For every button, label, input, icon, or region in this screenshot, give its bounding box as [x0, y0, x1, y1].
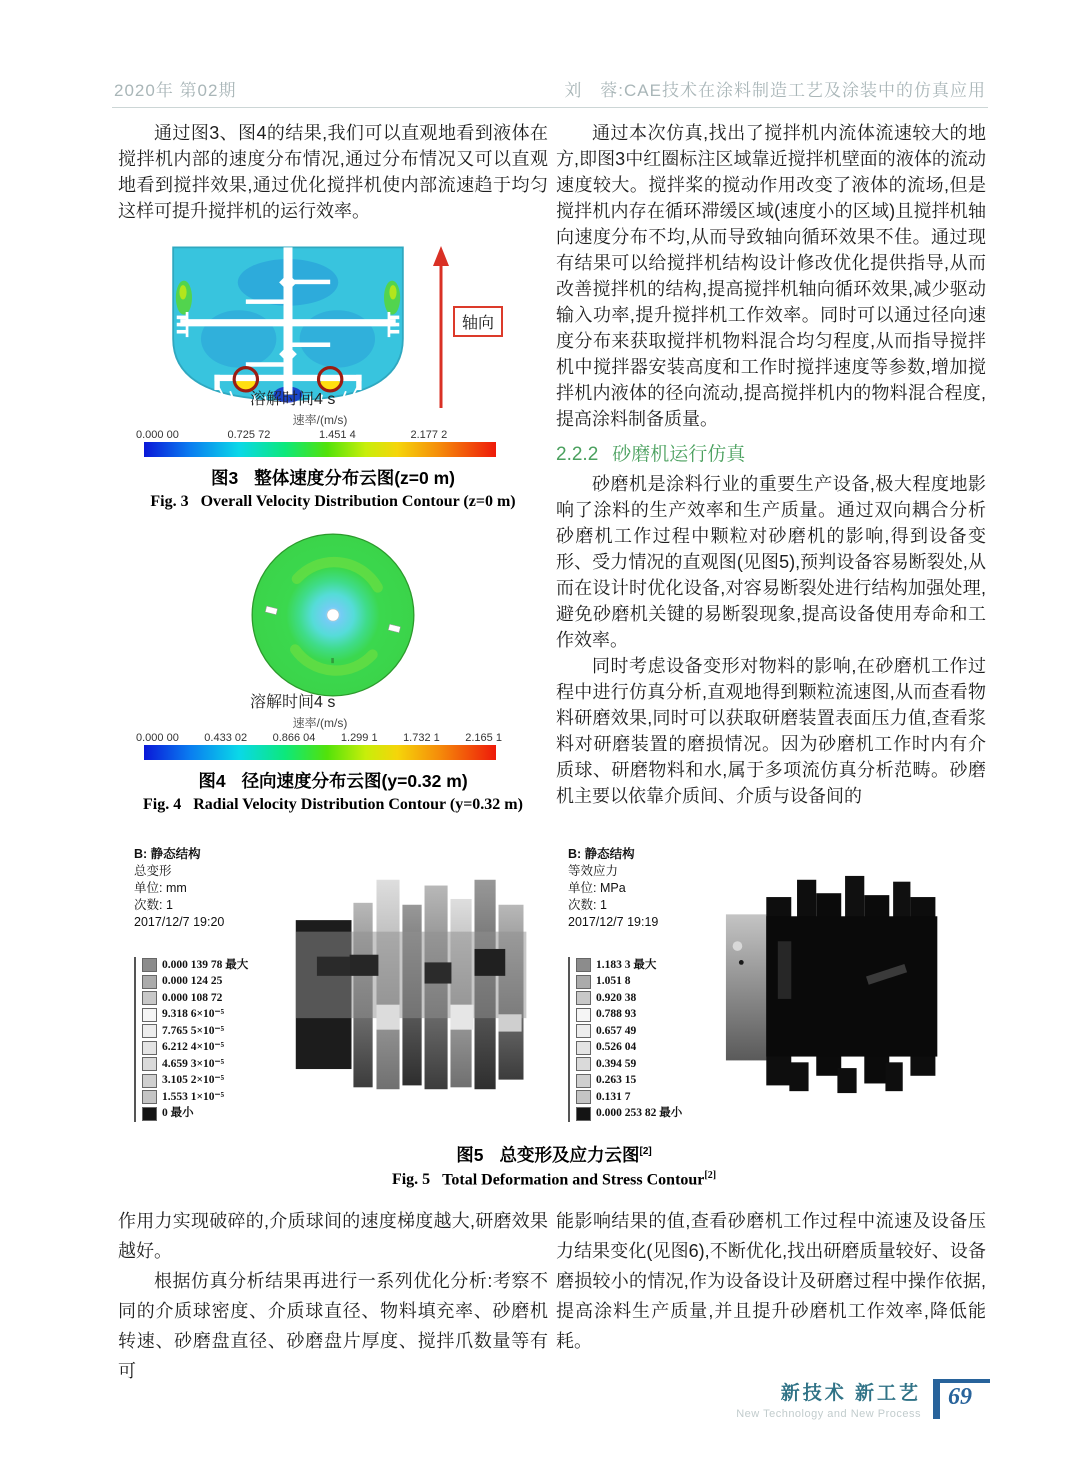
fig4-colorbar: [144, 745, 496, 760]
fig4-colorbar-ticks: [136, 732, 502, 744]
axial-label: 轴向: [453, 306, 503, 337]
page-number-box: [933, 1379, 990, 1419]
tick: 1.451 4: [319, 429, 356, 441]
scale-value: 0.657 49: [596, 1024, 637, 1037]
legend-line: B: 静态结构: [134, 847, 201, 861]
scale-chip: [142, 1090, 157, 1104]
paragraph: 根据仿真分析结果再进行一系列优化分析:考察不同的介质球密度、介质球直径、物料填充率、砂磨机转速、砂磨盘直径、砂磨盘片厚度、搅拌爪数量等有可: [118, 1271, 548, 1381]
tick: 0.725 72: [227, 429, 271, 441]
scale-value: 0.526 04: [596, 1041, 637, 1054]
paragraph: 作用力实现破碎的,介质球间的速度梯度越大,研磨效果越好。: [118, 1211, 548, 1261]
fig5-label-zh: 图5: [456, 1145, 484, 1165]
left-column: [118, 120, 548, 814]
scale-chip: [576, 1057, 591, 1071]
fig5-caption-zh-text: 总变形及应力云图: [499, 1145, 640, 1165]
radial-velocity-disk-image: [247, 529, 419, 701]
fig4-caption-en-text: Radial Velocity Distribution Contour (y=0.32 m): [193, 796, 523, 813]
fig3-time-label: 溶解时间4 s: [250, 391, 336, 408]
fig3-colorbar: [144, 442, 496, 457]
fig4-caption-zh-text: 径向速度分布云图(y=0.32 m): [241, 771, 468, 791]
tick: 1.732 1: [403, 732, 440, 744]
fig3-label-en: Fig. 3: [150, 493, 189, 510]
fig5-caption-en-text: Total Deformation and Stress Contour: [442, 1171, 705, 1189]
scale-value: 0.131 7: [596, 1090, 631, 1103]
scale-value: 1.051 8: [596, 975, 631, 988]
scale-chip: [576, 958, 591, 972]
scale-chip: [576, 1024, 591, 1038]
section-number: 2.2.2: [556, 444, 599, 465]
fig5-citation-zh: [2]: [639, 1146, 652, 1158]
tick: 0.000 00: [136, 429, 179, 441]
tick: 2.177 2: [410, 429, 448, 441]
fig3-caption-zh-text: 整体速度分布云图(z=0 m): [254, 468, 455, 488]
scale-chip: [576, 991, 591, 1005]
fig5-citation-en: [2]: [704, 1170, 717, 1181]
scale-chip: [142, 991, 157, 1005]
legend-line: B: 静态结构: [568, 847, 635, 861]
fig4-label-en: Fig. 4: [143, 796, 182, 813]
fig3-caption-zh: [118, 465, 548, 490]
paragraph: 同时考虑设备变形对物料的影响,在砂磨机工作过程中进行仿真分析,直观地得到颗粒流速图,从而查看物料研磨效果,同时可以获取研磨装置表面压力值,查看浆料对研磨装置的磨损情况。因为砂磨机工作时内有介质球、研磨物料和水,属于多项流仿真分析范畴。砂磨机主要以依靠介质间、介质与设备间的: [556, 656, 986, 806]
fig5-right-legend: [568, 846, 722, 1122]
scale-chip: [142, 1008, 157, 1022]
issue-label: 2020年 第02期: [114, 81, 237, 100]
right-column: [556, 120, 986, 809]
bottom-left-column: [118, 1206, 548, 1386]
scale-value: 4.659 3×10⁻⁵: [162, 1057, 225, 1070]
tick: 0.433 02: [204, 732, 248, 744]
fig5-caption: [134, 1142, 974, 1189]
fig3-caption-en-text: Overall Velocity Distribution Contour (z=0 m): [200, 493, 516, 510]
fig4-colorbar-title: 速率/(m/s): [292, 716, 348, 730]
figure-4: [118, 529, 548, 814]
section-heading-2-2-2: [556, 439, 986, 466]
fig5-left-scale: [134, 957, 288, 1122]
running-title: 刘 蓉:CAE技术在涂料制造工艺及涂装中的仿真应用: [564, 81, 986, 100]
fig4-caption-en: [118, 796, 548, 814]
scale-value: 0.000 124 25: [162, 975, 223, 988]
fig5-stress-panel: [568, 846, 974, 1122]
page-footer: [736, 1378, 990, 1420]
scale-value: 0.920 38: [596, 991, 637, 1004]
scale-value: 0.394 59: [596, 1057, 637, 1070]
fig3-colorbar-title: 速率/(m/s): [292, 413, 348, 427]
scale-value: 0.000 139 78 最大: [162, 958, 249, 971]
legend-line: 2017/12/7 19:19: [568, 915, 659, 929]
scale-value: 0.788 93: [596, 1008, 637, 1021]
fig5-label-en: Fig. 5: [391, 1171, 431, 1189]
axial-annotation: [427, 242, 513, 410]
fig5-caption-zh: [134, 1142, 974, 1167]
scale-chip: [142, 958, 157, 972]
paragraph: 能影响结果的值,查看砂磨机工作过程中流速及设备压力结果变化(见图6),不断优化,找出研磨质量较好、设备磨损较小的情况,作为设备设计及研磨过程中操作依据,提高涂料生产质量,并且提升砂磨机工作效率,降低能耗。: [556, 1211, 986, 1351]
scale-value: 1.553 1×10⁻⁵: [162, 1090, 225, 1103]
page-header: [114, 76, 986, 101]
fig3-label-zh: 图3: [210, 468, 239, 488]
scale-value: 9.318 6×10⁻⁵: [162, 1008, 225, 1021]
scale-chip: [576, 975, 591, 989]
journal-name-zh: 新技术 新工艺: [780, 1383, 921, 1404]
fig5-caption-en: [134, 1170, 974, 1189]
scale-chip: [576, 1090, 591, 1104]
fig3-caption-en: [118, 493, 548, 511]
tick: 0.866 04: [272, 732, 316, 744]
scale-chip: [576, 1074, 591, 1088]
paragraph: 砂磨机是涂料行业的重要生产设备,极大程度地影响了涂料的生产效率和生产质量。通过双向耦合分析砂磨机工作过程中颗粒对砂磨机的影响,得到设备变形、受力情况的直观图(见图5),预判设备容易断裂处,从而在设计时优化设备,对容易断裂处进行结构加强处理,避免砂磨机关键的易断裂现象,提高设备使用寿命和工作效率。: [556, 474, 986, 650]
scale-value: 6.212 4×10⁻⁵: [162, 1041, 225, 1054]
legend-line: 总变形: [134, 864, 172, 878]
fig5-row: [134, 846, 974, 1122]
scale-value: 7.765 5×10⁻⁵: [162, 1024, 225, 1037]
bottom-right-column: [556, 1206, 986, 1356]
legend-line: 次数: 1: [134, 898, 173, 912]
stress-contour-image: [722, 874, 972, 1095]
scale-chip: [142, 1074, 157, 1088]
figure-5: [134, 846, 974, 1189]
header-rule: [112, 107, 988, 108]
fig4-time-label: 溶解时间4 s: [250, 694, 336, 711]
scale-chip: [576, 1107, 591, 1121]
scale-chip: [142, 1107, 157, 1121]
scale-value: 0.000 108 72: [162, 991, 223, 1004]
paragraph: 通过本次仿真,找出了搅拌机内流体流速较大的地方,即图3中红圈标注区域靠近搅拌机壁面的液体的流动速度较大。搅拌桨的搅动作用改变了液体的流场,但是搅拌机内存在循环滞缓区域(速度小的区域)且搅拌机轴向速度分布不均,从而导致轴向循环效果不佳。通过现有结果可以给搅拌机结构设计修改优化提供指导,从而改善搅拌机的结构,提高搅拌机轴向循环效果,减少驱动输入功率,提升搅拌机工作效率。同时可以通过径向速度分布来获取搅拌机物料混合均匀程度,从而指导搅拌机中搅拌器安装高度和工作时搅拌速度等参数,增加搅拌机内液体的径向流动,提高搅拌机内的物料混合程度,提高涂料制备质量。: [556, 123, 986, 429]
legend-line: 2017/12/7 19:20: [134, 915, 225, 929]
fig5-left-legend: [134, 846, 288, 1122]
section-title: 砂磨机运行仿真: [612, 444, 746, 465]
scale-chip: [142, 975, 157, 989]
fig4-caption-zh: [118, 768, 548, 793]
journal-name-en: New Technology and New Process: [736, 1408, 921, 1420]
tick: 2.165 1: [465, 732, 502, 744]
scale-chip: [142, 1041, 157, 1055]
deformation-contour-image: [288, 874, 538, 1095]
fig4-visual: [118, 529, 548, 701]
journal-name: [736, 1378, 921, 1420]
legend-line: 次数: 1: [568, 898, 607, 912]
tick: 0.000 00: [136, 732, 179, 744]
fig5-right-scale: [568, 957, 722, 1122]
figure-3: [118, 242, 548, 511]
scale-chip: [142, 1024, 157, 1038]
fig3-colorbar-ticks: [136, 429, 502, 441]
fig5-deformation-panel: [134, 846, 540, 1122]
legend-line: 单位: MPa: [568, 881, 626, 895]
scale-value: 0.263 15: [596, 1074, 637, 1087]
tick: 1.299 1: [340, 732, 378, 744]
scale-value: 0 最小: [162, 1107, 194, 1120]
fig3-visual: [118, 242, 548, 410]
legend-line: 等效应力: [568, 864, 619, 878]
scale-chip: [576, 1041, 591, 1055]
fig4-label-zh: 图4: [198, 771, 226, 791]
scale-value: 1.183 3 最大: [596, 958, 657, 971]
legend-line: 单位: mm: [134, 881, 187, 895]
scale-chip: [142, 1057, 157, 1071]
mixer-tank-contour-image: [153, 242, 423, 408]
page-number: 69: [948, 1384, 972, 1410]
scale-value: 0.000 253 82 最小: [596, 1107, 683, 1120]
scale-value: 3.105 2×10⁻⁵: [162, 1074, 225, 1087]
paragraph: 通过图3、图4的结果,我们可以直观地看到液体在搅拌机内部的速度分布情况,通过分布情况又可以直观地看到搅拌效果,通过优化搅拌机使内部流速趋于均匀这样可提升搅拌机的运行效率。: [118, 123, 548, 221]
scale-chip: [576, 1008, 591, 1022]
